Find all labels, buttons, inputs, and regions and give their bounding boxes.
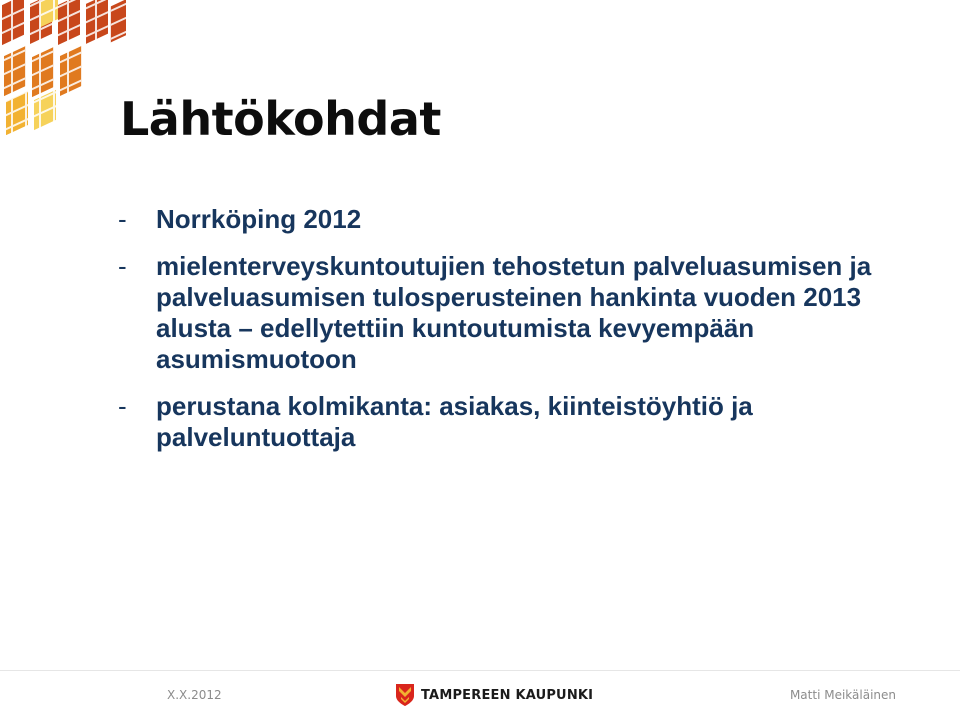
bullet-marker: - <box>118 251 127 281</box>
bullet-marker: - <box>118 204 127 234</box>
bullet-list <box>118 204 878 453</box>
bullet-text: perustana kolmikanta: asiakas, kiinteistöyhtiö ja palveluntuottaja <box>156 391 753 452</box>
bullet-item <box>118 251 878 375</box>
bullet-item <box>118 391 878 453</box>
bullet-text: mielenterveyskuntoutujien tehostetun palveluasumisen ja palveluasumisen tulosperusteinen hankinta vuoden 2013 alusta – edellytettiin kuntoutumista kevyempään asumismuotoon <box>156 251 872 374</box>
bullet-text: Norrköping 2012 <box>156 204 362 234</box>
slide-title: Lähtökohdat <box>120 92 441 146</box>
organization-name: TAMPEREEN KAUPUNKI <box>421 687 594 703</box>
footer-author: Matti Meikäläinen <box>789 688 896 702</box>
bullet-marker: - <box>118 391 127 421</box>
corner-decoration <box>0 0 130 135</box>
footer-divider <box>0 670 960 671</box>
tampere-coat-of-arms-icon <box>395 683 415 707</box>
footer-date: X.X.2012 <box>167 688 222 702</box>
bullet-item <box>118 204 878 235</box>
footer-logo <box>395 683 593 707</box>
